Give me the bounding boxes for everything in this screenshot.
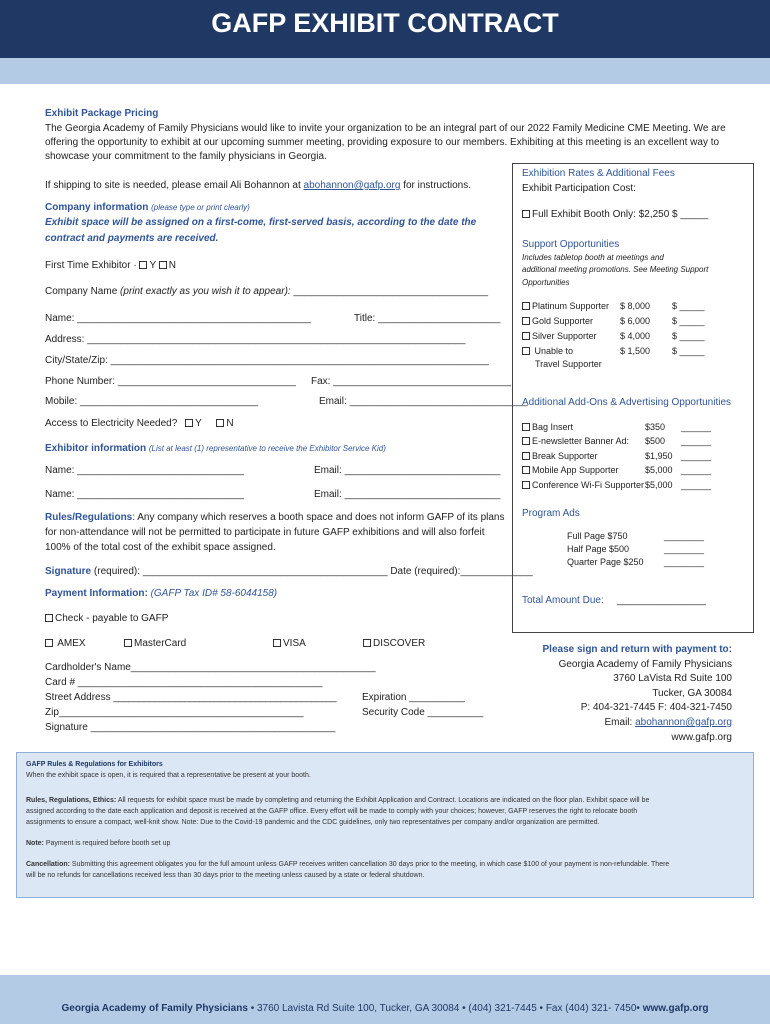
addon-item-price: $5,000 — [645, 465, 673, 475]
support-item-label: Silver Supporter — [532, 331, 597, 341]
city-field[interactable]: ____________________________________________________________________ — [110, 355, 489, 366]
company-name-note: (print exactly as you wish it to appear): — [120, 286, 291, 297]
ethics-label: Rules, Regulations, Ethics: — [26, 797, 117, 804]
rules-line-1-text: : Any company which reserves a booth space and does not inform GAFP of its plans — [132, 512, 505, 523]
addon-item — [522, 436, 629, 446]
total-field[interactable]: ________________ — [617, 595, 706, 606]
expiration-field[interactable]: __________ — [409, 692, 465, 703]
shipping-note — [45, 180, 471, 191]
return-email-link[interactable]: abohannon@gafp.org — [635, 717, 732, 728]
cancel-line-1 — [26, 859, 669, 870]
support-item-label: Unable to — [534, 346, 574, 356]
footer-org: Georgia Academy of Family Physicians — [61, 1003, 248, 1014]
gafp-rules-box — [16, 752, 754, 898]
support-item-amount[interactable]: $ _____ — [672, 301, 705, 311]
company-heading: Company information — [45, 202, 149, 213]
rates-heading: Exhibition Rates & Additional Fees — [522, 168, 675, 179]
addon-item-price: $350 — [645, 422, 666, 432]
support-item-label: Platinum Supporter — [532, 301, 610, 311]
phone-row — [45, 376, 296, 387]
title-row — [354, 313, 500, 324]
exhibitor-name-field-2[interactable]: ______________________________ — [77, 489, 245, 500]
date-field[interactable]: _____________ — [460, 566, 533, 577]
exhibitor-email-row-2 — [314, 489, 500, 500]
company-name-label: Company Name — [45, 286, 118, 297]
break-supporter-checkbox[interactable] — [522, 452, 530, 460]
addon-item-price: $500 — [645, 436, 666, 446]
zip-row — [45, 707, 304, 718]
return-email-label: Email: — [604, 717, 633, 728]
return-email-row — [605, 717, 732, 728]
exhibitor-name-row-1 — [45, 465, 244, 476]
page-title: GAFP EXHIBIT CONTRACT — [211, 8, 559, 38]
addon-item-amount[interactable]: ______ — [681, 480, 712, 490]
program-item: Full Page $750 — [567, 531, 628, 541]
exhibitor-email-field-2[interactable]: ____________________________ — [344, 489, 501, 500]
mastercard-checkbox[interactable] — [124, 639, 132, 647]
expiration-label: Expiration — [362, 692, 407, 703]
intro-line-3: showcase your commitment to the family physicians in Georgia. — [45, 151, 327, 162]
addon-item-price: $5,000 — [645, 480, 673, 490]
shipping-text: If shipping to site is needed, please email Ali Bohannon at — [45, 180, 301, 191]
support-item-price: $ 1,500 — [620, 346, 651, 356]
addon-item — [522, 465, 619, 475]
intro-heading: Exhibit Package Pricing — [45, 108, 159, 119]
support-heading: Support Opportunities — [522, 239, 620, 250]
date-label: Date (required): — [390, 566, 461, 577]
exhibitor-note: (List at least (1) representative to receive the Exhibitor Service Kid) — [148, 444, 386, 453]
electricity-label: Access to Electricity Needed? — [45, 418, 178, 429]
full-booth-label: Full Exhibit Booth Only: $2,250 — [532, 209, 670, 220]
addon-item — [522, 422, 573, 432]
support-note-2: additional meeting promotions. See Meeting Support — [522, 265, 709, 274]
mobile-app-checkbox[interactable] — [522, 466, 530, 474]
exhibitor-name-field-1[interactable]: ______________________________ — [77, 465, 245, 476]
title-label: Title: — [354, 313, 376, 324]
electricity-yes-label: Y — [195, 418, 202, 429]
amex-checkbox[interactable] — [45, 639, 53, 647]
return-city: Tucker, GA 30084 — [652, 688, 732, 699]
mobile-row — [45, 396, 258, 407]
note-label: Note: — [26, 840, 44, 847]
email-field[interactable]: ________________________________ — [349, 396, 528, 407]
addon-item-amount[interactable]: ______ — [681, 451, 712, 461]
ethics-text-1: All requests for exhibit space must be made by completing and returning the Exhibit Application and Contract. Locations are indicated on the floor plan. Exhibit space will be — [117, 797, 650, 804]
footer-text — [0, 1003, 770, 1014]
rules-line-2: for non-attendance will not be permitted to participate in future GAFP exhibitions and will also forfeit — [45, 527, 485, 538]
payment-heading-row — [45, 588, 277, 599]
company-heading-note: (please type or print clearly) — [151, 203, 250, 212]
program-item-amount[interactable]: ________ — [664, 557, 705, 567]
return-heading: Please sign and return with payment to: — [542, 644, 732, 655]
signature-row — [45, 566, 533, 577]
return-org: Georgia Academy of Family Physicians — [558, 659, 732, 670]
discover-checkbox[interactable] — [363, 639, 371, 647]
exhibitor-email-label: Email: — [314, 489, 342, 500]
addon-item — [522, 451, 598, 461]
street-field[interactable]: ____________________________________________ — [113, 692, 337, 703]
first-time-no-checkbox[interactable] — [159, 261, 167, 269]
phone-label: Phone Number: — [45, 376, 116, 387]
footer-band — [0, 975, 770, 1024]
first-time-label: First Time Exhibitor · — [45, 260, 137, 271]
security-label: Security Code — [362, 707, 425, 718]
footer-address: • 3760 Lavista Rd Suite 100, Tucker, GA 30084 • (404) 321-7445 • Fax (404) 321- 7450• — [250, 1003, 640, 1014]
exhibitor-name-label: Name: — [45, 489, 75, 500]
electricity-no-checkbox[interactable] — [216, 419, 224, 427]
security-row — [362, 707, 483, 718]
title-field[interactable]: ______________________ — [378, 313, 501, 324]
full-booth-checkbox[interactable] — [522, 210, 530, 218]
visa-label: VISA — [283, 638, 306, 649]
addon-item-label: Mobile App Supporter — [532, 465, 619, 475]
card-row — [45, 677, 323, 688]
program-item: Quarter Page $250 — [567, 557, 644, 567]
full-booth-row — [522, 209, 669, 220]
pay-signature-field[interactable]: ____________________________________________ — [90, 722, 336, 733]
exhibitor-name-label: Name: — [45, 465, 75, 476]
addon-item — [522, 480, 644, 490]
check-checkbox[interactable] — [45, 614, 53, 622]
amex-label: AMEX — [57, 638, 86, 649]
tax-id: (GAFP Tax ID# 58-6044158) — [150, 588, 278, 599]
fax-field[interactable]: ________________________________ — [333, 376, 512, 387]
addon-item-amount[interactable]: ______ — [681, 465, 712, 475]
support-item-amount[interactable]: $ _____ — [672, 331, 705, 341]
note-line — [26, 838, 669, 849]
address-field[interactable]: ____________________________________________________________________ — [87, 334, 466, 345]
addon-item-amount[interactable]: ______ — [681, 436, 712, 446]
street-label: Street Address — [45, 692, 111, 703]
rules-line-3: 100% of the total cost of the exhibit space assigned. — [45, 542, 276, 553]
discover-option — [363, 638, 425, 649]
exhibitor-email-label: Email: — [314, 465, 342, 476]
signature-label: Signature — [45, 566, 92, 577]
address-row — [45, 334, 465, 345]
support-item — [522, 316, 593, 326]
ethics-line-2: assigned according to the date each application and deposit is received at the GAFP office. Every effort will be made to comply with your choices; however, GAFP reserves the right to relocate booth — [26, 808, 638, 815]
electricity-row — [45, 418, 234, 429]
enewsletter-checkbox[interactable] — [522, 437, 530, 445]
phone-field[interactable]: ________________________________ — [117, 376, 296, 387]
support-item — [522, 301, 609, 311]
fax-label: Fax: — [311, 376, 331, 387]
electricity-no-label: N — [226, 418, 234, 429]
exhibitor-email-field-1[interactable]: ____________________________ — [344, 465, 501, 476]
mastercard-option — [124, 638, 186, 649]
email-label: Email: — [319, 396, 347, 407]
ethics-line-1 — [26, 795, 669, 806]
shipping-end: for instructions. — [403, 180, 472, 191]
card-field[interactable]: ____________________________________________ — [77, 677, 323, 688]
support-item — [522, 346, 573, 356]
expiration-row — [362, 692, 465, 703]
addon-item-label: Break Supporter — [532, 451, 598, 461]
zip-label: Zip — [45, 707, 59, 718]
visa-checkbox[interactable] — [273, 639, 281, 647]
bag-insert-checkbox[interactable] — [522, 423, 530, 431]
name-label: Name: — [45, 313, 75, 324]
gold-checkbox[interactable] — [522, 317, 530, 325]
signature-field[interactable]: ____________________________________________ — [142, 566, 388, 577]
first-time-exhibitor — [45, 260, 176, 271]
rules-heading: Rules/Regulations — [45, 512, 133, 523]
name-row — [45, 313, 311, 324]
support-item-price: $ 6,000 — [620, 316, 651, 326]
support-item-amount[interactable]: $ _____ — [672, 316, 705, 326]
signature-required: (required): — [93, 566, 141, 577]
first-time-yes-checkbox[interactable] — [139, 261, 147, 269]
intro-line-1: The Georgia Academy of Family Physicians would like to invite your organization to be an integral part of our 2022 Family Medicine CME Meeting. We are — [45, 123, 726, 134]
support-item — [522, 331, 597, 341]
addon-item-label: E-newsletter Banner Ad: — [532, 436, 630, 446]
company-name-field[interactable]: ___________________________________ — [293, 286, 489, 297]
cancel-line-2: will be no refunds for cancellations received less than 30 days prior to the meeting unless caused by a state or federal shutdown. — [26, 872, 425, 879]
company-heading-row — [45, 202, 250, 213]
support-item-amount[interactable]: $ _____ — [672, 346, 705, 356]
total-label: Total Amount Due: — [522, 595, 604, 606]
note-text: Payment is required before booth set up — [45, 840, 171, 847]
gafp-rules-heading: GAFP Rules & Regulations for Exhibitors — [26, 761, 163, 768]
full-booth-amount[interactable]: $ _____ — [672, 209, 709, 220]
street-row — [45, 692, 336, 703]
ethics-line-3: assignments to ensure a compact, well-knit show. Note: Due to the Covid-19 pandemic and the CDC guidelines, only two representatives per company and/or organization are permitted. — [26, 819, 600, 826]
platinum-checkbox[interactable] — [522, 302, 530, 310]
return-phone: P: 404-321-7445 F: 404-321-7450 — [580, 702, 732, 713]
return-street: 3760 LaVista Rd Suite 100 — [613, 673, 732, 684]
electricity-yes-checkbox[interactable] — [185, 419, 193, 427]
cardholder-row — [45, 662, 376, 673]
return-web[interactable]: www.gafp.org — [671, 732, 732, 743]
mobile-field[interactable]: ________________________________ — [80, 396, 258, 407]
exhibitor-heading-row — [45, 443, 386, 454]
unable-checkbox[interactable] — [522, 347, 530, 355]
addon-item-label: Conference Wi-Fi Supporter — [532, 480, 645, 490]
payment-heading: Payment Information: — [45, 588, 148, 599]
first-time-no-label: N — [168, 260, 176, 271]
support-note-3: Opportunities — [522, 278, 570, 287]
header-band — [0, 58, 770, 84]
city-row — [45, 355, 489, 366]
participation-label: Exhibit Participation Cost: — [522, 183, 636, 194]
cardholder-field[interactable]: ____________________________________________ — [130, 662, 376, 673]
fax-row — [311, 376, 511, 387]
card-label: Card # — [45, 677, 76, 688]
addon-item-amount[interactable]: ______ — [681, 422, 712, 432]
program-item: Half Page $500 — [567, 544, 630, 554]
exhibitor-heading: Exhibitor information — [45, 443, 147, 454]
support-note-1: Includes tabletop booth at meetings and — [522, 253, 664, 262]
addons-heading: Additional Add-Ons & Advertising Opportunities — [522, 397, 732, 408]
travel-supporter: Travel Supporter — [535, 359, 602, 369]
support-item-price: $ 8,000 — [620, 301, 651, 311]
footer-web[interactable]: www.gafp.org — [642, 1003, 709, 1014]
pay-signature-label: Signature — [45, 722, 88, 733]
cancel-label: Cancellation: — [26, 861, 70, 868]
support-item-label: Gold Supporter — [532, 316, 594, 326]
visa-option — [273, 638, 306, 649]
amex-option — [45, 638, 86, 649]
gafp-rules-line-1: When the exhibit space is open, it is required that a representative be present at your booth. — [26, 772, 311, 779]
mastercard-label: MasterCard — [134, 638, 187, 649]
address-label: Address: — [45, 334, 85, 345]
first-time-yes-label: Y — [149, 260, 156, 271]
company-notice-1: Exhibit space will be assigned on a first-come, first-served basis, according to the date the — [45, 217, 477, 228]
wifi-checkbox[interactable] — [522, 481, 530, 489]
intro-line-2: offering the opportunity to exhibit at our upcoming summer meeting, providing exposure to our members. Exhibiting at this meeting is an excellent way to — [45, 137, 720, 148]
program-heading: Program Ads — [522, 508, 580, 519]
zip-field[interactable]: ____________________________________________ — [58, 707, 304, 718]
support-item-price: $ 4,000 — [620, 331, 651, 341]
check-option — [45, 613, 168, 624]
silver-checkbox[interactable] — [522, 332, 530, 340]
addon-item-label: Bag Insert — [532, 422, 574, 432]
mobile-label: Mobile: — [45, 396, 78, 407]
email-row — [319, 396, 528, 407]
program-item-amount[interactable]: ________ — [664, 531, 705, 541]
pay-signature-row — [45, 722, 335, 733]
exhibitor-name-row-2 — [45, 489, 244, 500]
cardholder-label: Cardholder's Name — [45, 662, 131, 673]
rules-line-1 — [45, 512, 505, 523]
cancel-text-1: Submitting this agreement obligates you for the full amount unless GAFP receives written cancellation 30 days prior to the meeting, in which case $100 of your payment is non-refundable. There — [71, 861, 670, 868]
name-field[interactable]: __________________________________________ — [77, 313, 311, 324]
security-field[interactable]: __________ — [427, 707, 484, 718]
discover-label: DISCOVER — [373, 638, 426, 649]
city-label: City/State/Zip: — [45, 355, 108, 366]
company-notice-2: contract and payments are received. — [45, 233, 219, 244]
check-label: Check - payable to GAFP — [55, 613, 169, 624]
addon-item-price: $1,950 — [645, 451, 673, 461]
exhibitor-email-row-1 — [314, 465, 500, 476]
company-name-row — [45, 286, 488, 297]
program-item-amount[interactable]: ________ — [664, 544, 705, 554]
shipping-email-link[interactable]: abohannon@gafp.org — [303, 180, 401, 191]
